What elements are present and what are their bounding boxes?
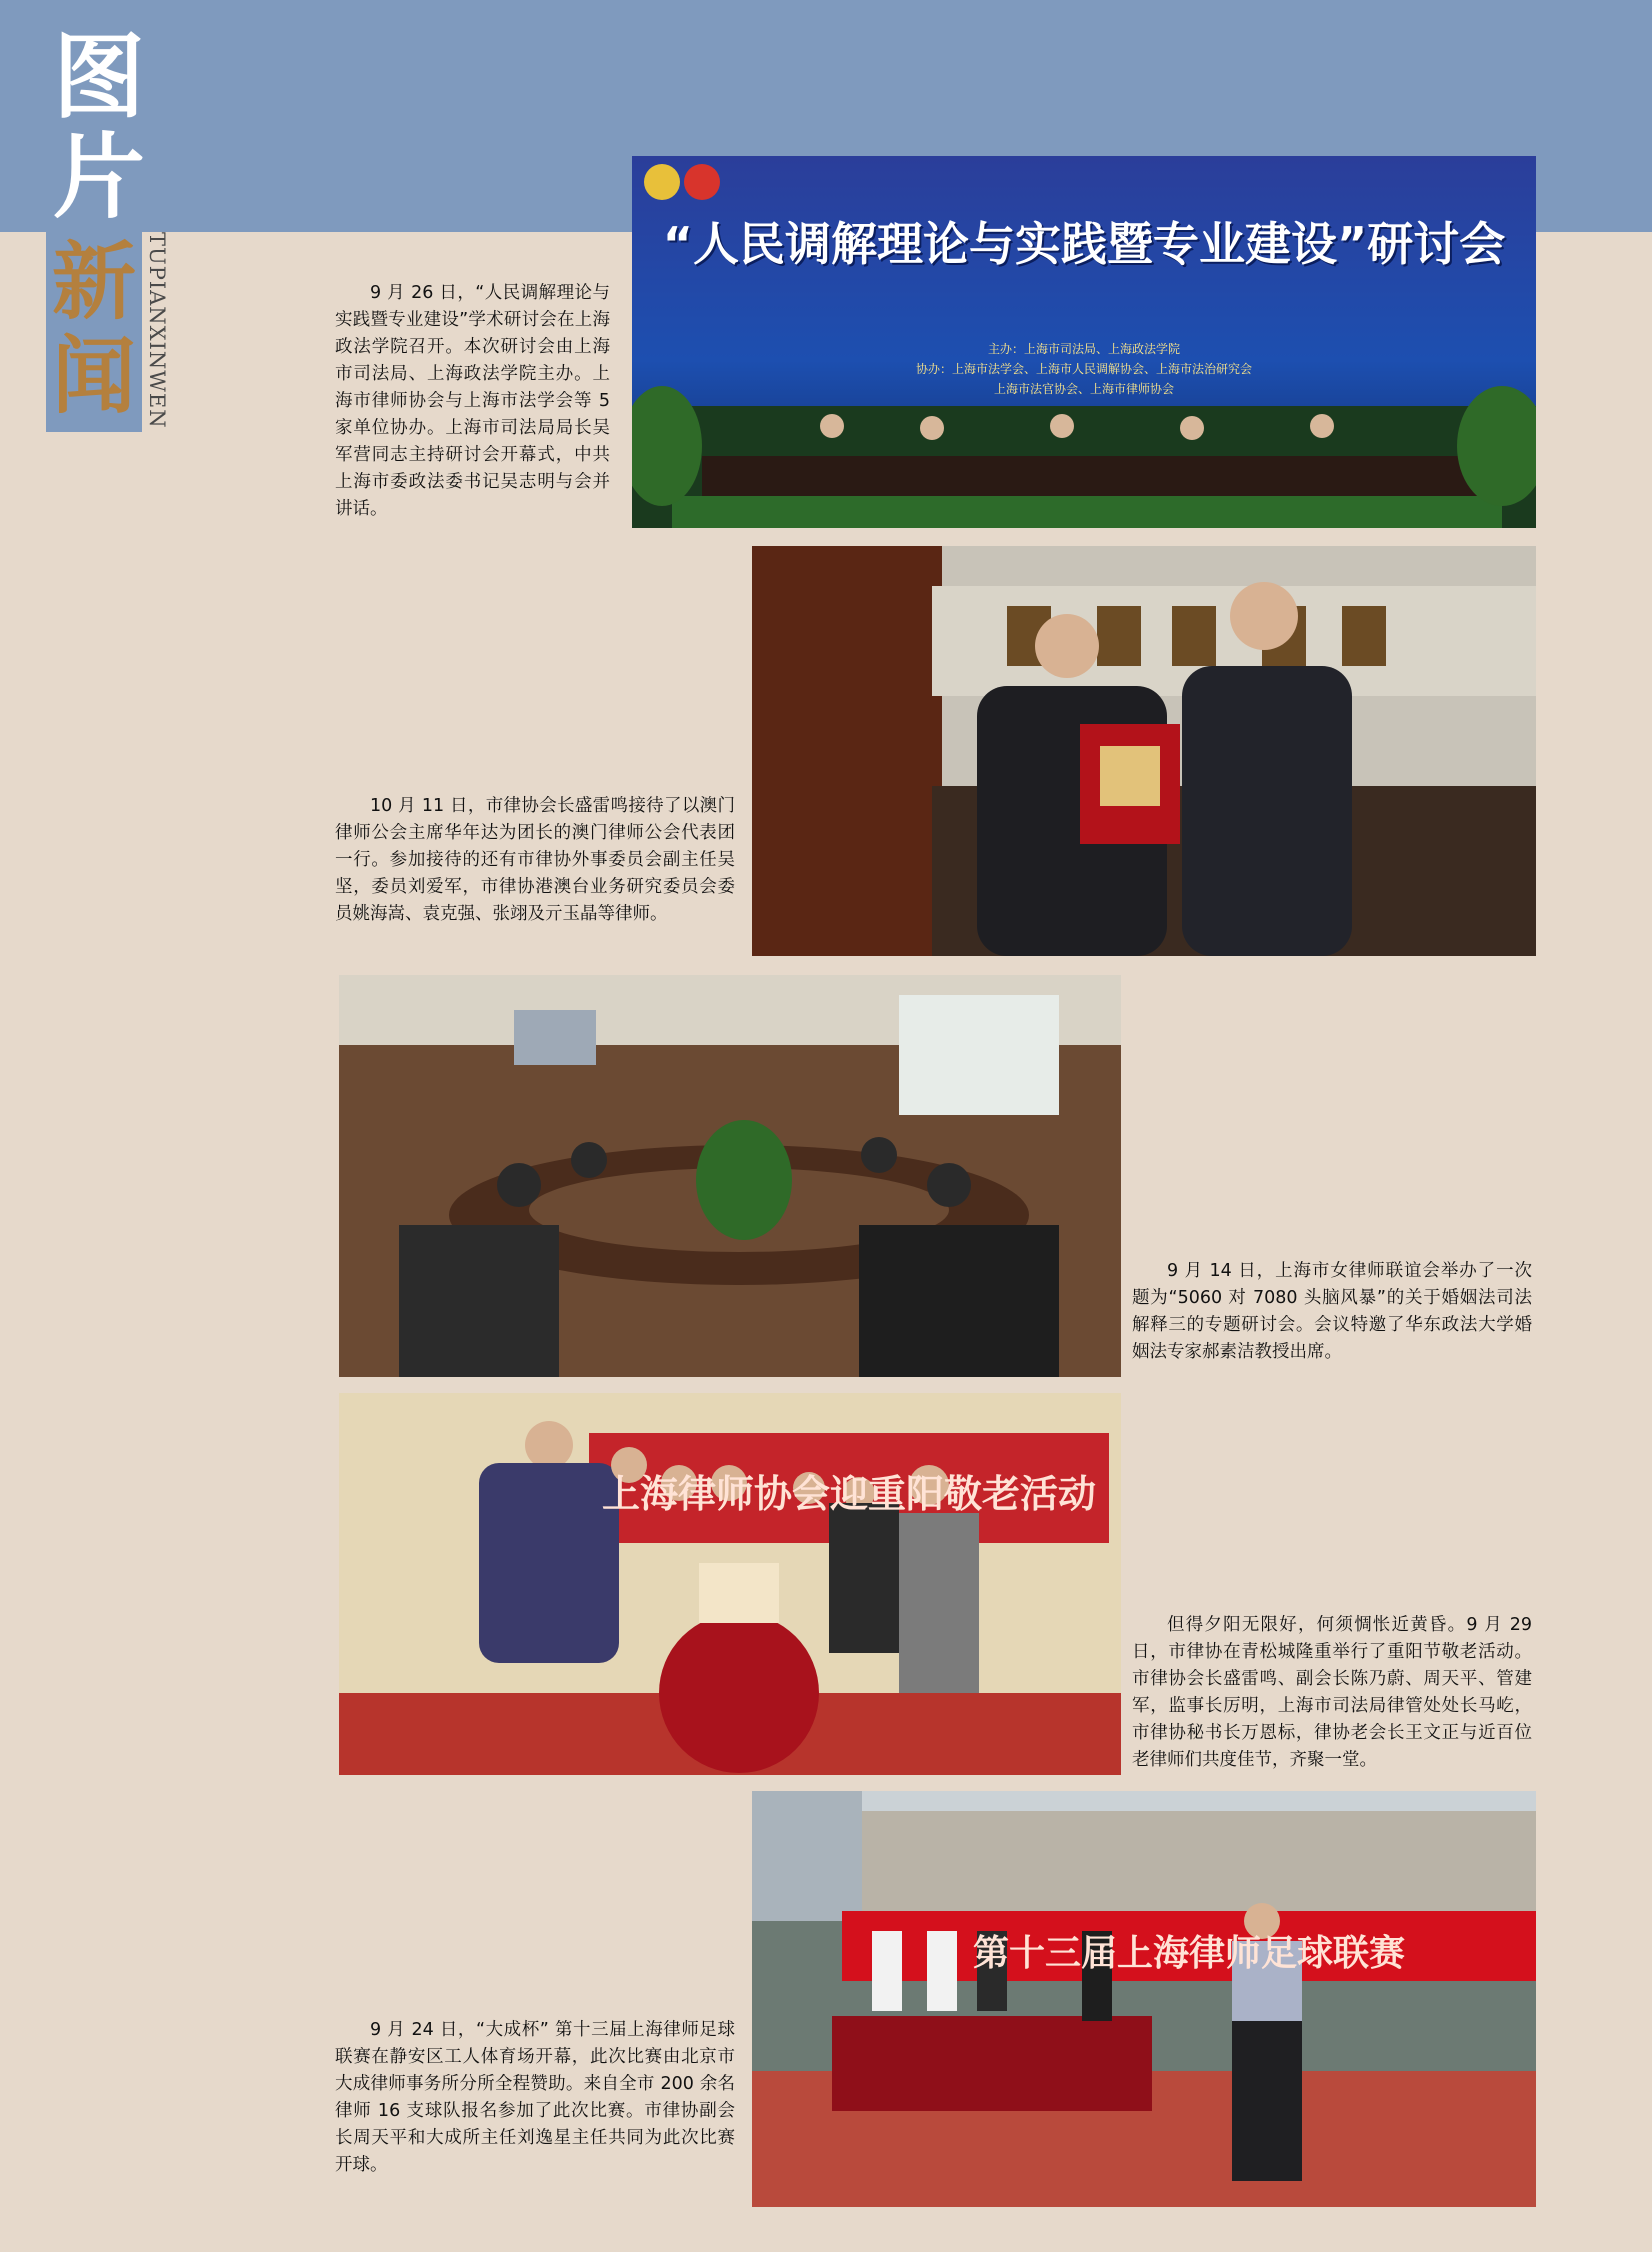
- photo-football-opening: [752, 1791, 1536, 2207]
- photo-seminar: [632, 156, 1536, 528]
- section-title-char-2: 片: [52, 124, 145, 231]
- section-title-char-3: 新: [51, 232, 136, 331]
- seminar-banner-organizers: 主办：上海市司法局、上海政法学院: [987, 342, 1180, 356]
- section-title-char-4: 闻: [51, 326, 136, 425]
- seminar-banner-title: “人民调解理论与实践暨专业建设”研讨会: [662, 217, 1506, 271]
- seminar-banner-co-organizers: 协办：上海市法学会、上海市人民调解协会、上海市法治研究会: [915, 362, 1252, 376]
- double-ninth-banner: 上海律师协会迎重阳敬老活动: [601, 1472, 1096, 1516]
- article-caption-football: 9 月 24 日，“大成杯” 第十三届上海律师足球联赛在静安区工人体育场开幕，此次比赛由北京市大成律师事务所分所全程赞助。来自全市 200 余名律师 16 支球队报名参加了此次比赛。市律协副会长周天平和大成所主任刘逸星主任共同为此次比赛开球。: [335, 2020, 735, 2175]
- article-caption-double-ninth: 但得夕阳无限好，何须惆怅近黄昏。9 月 29 日，市律协在青松城隆重举行了重阳节敬老活动。市律协会长盛雷鸣、副会长陈乃蔚、周天平、管建军，监事长厉明，上海市司法局律管处处长马屹，市律协秘书长万恩标，律协老会长王文正与近百位老律师们共度佳节，齐聚一堂。: [1132, 1615, 1532, 1770]
- article-caption-seminar: 9 月 26 日，“人民调解理论与实践暨专业建设”学术研讨会在上海政法学院召开。本次研讨会由上海市司法局、上海政法学院主办。上海市律师协会与上海市法学会等 5 家单位协办。上海市司法局局长吴军营同志主持研讨会开幕式，中共上海市委政法委书记吴志明与会并讲话。: [335, 283, 610, 519]
- section-pinyin: TUPIANXINWEN: [145, 232, 169, 429]
- photo-double-ninth-event: [339, 1393, 1121, 1775]
- photo-macau-delegation: [752, 546, 1536, 956]
- article-caption-women-lawyers: 9 月 14 日，上海市女律师联谊会举办了一次题为“5060 对 7080 头脑风暴”的关于婚姻法司法解释三的专题研讨会。会议特邀了华东政法大学婚姻法专家郝素洁教授出席。: [1132, 1261, 1532, 1362]
- article-caption-macau: 10 月 11 日，市律协会长盛雷鸣接待了以澳门律师公会主席华年达为团长的澳门律师公会代表团一行。参加接待的还有市律协外事委员会副主任吴坚，委员刘爱军，市律协港澳台业务研究委员会委员姚海嵩、袁克强、张翊及亓玉晶等律师。: [335, 796, 735, 924]
- football-banner: 第十三届上海律师足球联赛: [972, 1933, 1405, 1974]
- section-title-char-1: 图: [52, 24, 145, 131]
- photo-women-lawyers-seminar: [339, 975, 1121, 1377]
- seminar-banner-co-organizers-2: 上海市法官协会、上海市律师协会: [993, 382, 1174, 396]
